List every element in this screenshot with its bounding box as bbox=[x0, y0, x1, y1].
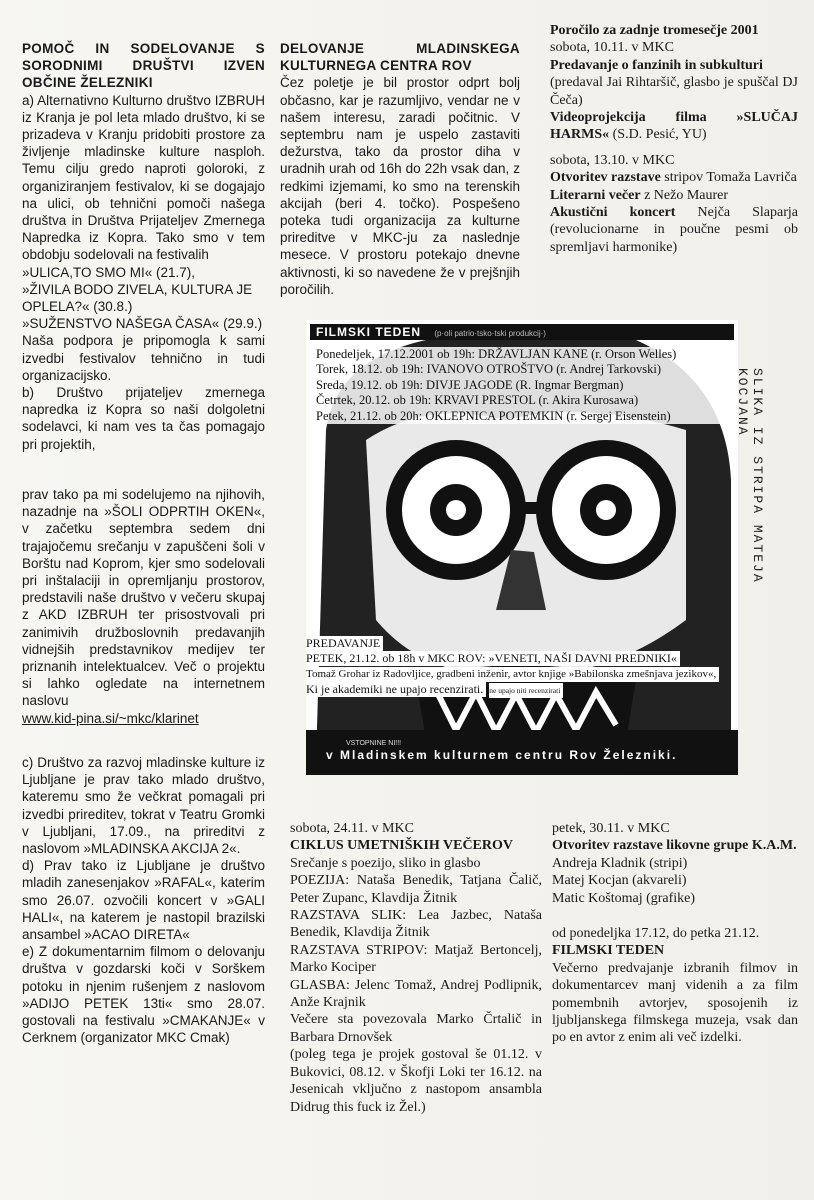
artist-1: Andreja Kladnik (stripi) bbox=[552, 855, 688, 871]
lecture-label: PREDAVANJE bbox=[306, 636, 383, 651]
artist-2: Matej Kocjan (akvareli) bbox=[552, 873, 687, 889]
bottom-right-column bbox=[552, 820, 798, 1047]
left-column bbox=[22, 40, 265, 453]
event-title-kam: Otvoritev razstave likovne grupe K.A.M. bbox=[552, 838, 797, 854]
event-line-paintings: RAZSTAVA SLIK: Lea Jazbec, Nataša Benedik, Klavdija Žitnik bbox=[290, 908, 542, 941]
report-title: Poročilo za zadnje tromesečje 2001 bbox=[550, 23, 759, 38]
lecture-line-1: PETEK, 21.12. ob 18h v MKC ROV: »VENETI, NAŠI DAVNI PREDNIKI« bbox=[306, 651, 680, 666]
middle-column bbox=[280, 40, 520, 298]
section-heading-mkc-rov: DELOVANJE MLADINSKEGA KULTURNEGA CENTRA ROV bbox=[280, 41, 520, 74]
artist-3: Matic Koštomaj (grafike) bbox=[552, 890, 696, 906]
festival-2: »ŽIVILA BODO ZIVELA, KULTURA JE OPLELA?« (30.8.) bbox=[22, 281, 253, 315]
paragraph-rafal: d) Prav tako iz Ljubljane je društvo mladih zanesenjakov »RAFAL«, katerim smo 26.07. ozvočili koncert v »GALI HALI«, na katerem je nastopil brazilski ansambel »ACAO DIRETA« bbox=[22, 858, 265, 943]
section-heading-cooperation: POMOČ IN SODELOVANJE S SORODNIMI DRUŠTVI IZVEN OBČINE ŽELEZNIKI bbox=[22, 41, 265, 91]
paragraph-ljubljana: c) Društvo za razvoj mladinske kulture iz Ljubljane je prav tako mlado društvo, kateremu smo že večkrat pomagali pri izvedbi prireditev, tokrat v Teatru Gromki v Ljubljani, 17.09., na prireditvi z naslovom »MLADINSKA AKCIJA 2«. bbox=[22, 755, 265, 857]
film-entry-5: Petek, 21.12. ob 20h: OKLEPNICA POTEMKIN (r. Sergej Eisenstein) bbox=[316, 408, 671, 423]
paragraph-summer: Čez poletje je bil prostor odprt bolj občasno, kar je razumljivo, vendar ne v našem interesu, zaradi počitnic. V septembru nam je uspelo zastaviti dežurstva, tako da prostor diha v uradnih urah od 16h do 22h vsak dan, z redkimi izjemami, ko smo na terenskih akcijah (beri 4. točko). Pospešeno poteka tudi organizacija za kulturne prireditve v MKC-ju za naslednje mesece. V prostoru potekajo dnevne aktivnosti, ki so navedene že v prejšnjih poročilih. bbox=[280, 75, 520, 297]
event-date-1: sobota, 10.11. v MKC bbox=[550, 40, 674, 56]
lecture-announcement bbox=[306, 636, 738, 698]
film-entry-4: Četrtek, 20.12. ob 19h: KRVAVI PRESTOL (r. Akira Kurosawa) bbox=[316, 393, 639, 408]
paragraph-documentary: e) Z dokumentarnim filmom o delovanju društva v gozdarski koči v Sorškem potoku in njenim rušenjem z naslovom »ADIJO PETEK 13ti« smo 28.07. gostovali na festivalu »CMAKANJE« v Cerknem (organizator MKC Cmak) bbox=[22, 944, 265, 1046]
event-title-literary: Literarni večer bbox=[550, 187, 641, 203]
poster-title: FILMSKI TEDEN bbox=[316, 325, 421, 339]
poster-footer-venue: v Mladinskem kulturnem centru Rov Železniki. bbox=[326, 748, 678, 762]
right-column bbox=[550, 22, 798, 256]
bottom-middle-column bbox=[290, 820, 542, 1116]
event-title-art-evenings: CIKLUS UMETNIŠKIH VEČEROV bbox=[290, 838, 514, 854]
event-title-exhibition: Otvoritev razstave bbox=[550, 170, 661, 186]
event-line-music: GLASBA: Jelenc Tomaž, Andrej Podlipnik, Anže Krajnik bbox=[290, 977, 542, 1011]
left-column-bottom bbox=[22, 754, 265, 1046]
film-entry-2: Torek, 18.12. ob 19h: IVANOVO OTROŠTVO (r. Andrej Tarkovski) bbox=[316, 362, 661, 377]
handwritten-caption: SLIKA IZ STRIPA MATEJA KOCJANA bbox=[735, 368, 765, 584]
festival-1: »ULICA,TO SMO MI« (21.7), bbox=[22, 264, 196, 280]
event-desc-exhibition: stripov Tomaža Lavriča bbox=[664, 170, 797, 186]
event-title-fanzine: Predavanje o fanzinih in subkulturi bbox=[550, 57, 763, 73]
film-week-description: Večerno predvajanje izbranih filmov in dokumentarcev manj videnih a za film pomembnih avtorjev, sposojenih iz ljubljanskega filmskega muzeja, vsak dan po en avtor z enim ali več izdelki. bbox=[552, 960, 798, 1046]
event-line-hosts: Večere sta povezovala Marko Črtalič in Barbara Drnovšek bbox=[290, 1012, 542, 1045]
event-title-concert: Akustični koncert bbox=[550, 205, 676, 221]
film-schedule bbox=[316, 347, 736, 424]
film-entry-3: Sreda, 19.12. ob 19h: DIVJE JAGODE (R. Ingmar Bergman) bbox=[316, 377, 624, 392]
event-line-1: Srečanje s poezijo, sliko in glasbo bbox=[290, 855, 481, 871]
event-line-comics: RAZSTAVA STRIPOV: Matjaž Bertoncelj, Marko Kociper bbox=[290, 942, 542, 976]
entry-free-note: VSTOPNINE NI!!! bbox=[346, 740, 402, 747]
poster-subtitle: (p·oli patrio·tsko·tski produkcij·) bbox=[434, 329, 546, 338]
lecture-line-2: Tomaž Grohar iz Radovljice, gradbeni inženir, avtor knjige »Babilonska zmešnjava jezikov«, bbox=[306, 667, 719, 682]
event-date-2: sobota, 13.10. v MKC bbox=[550, 152, 675, 168]
event-line-tour: (poleg tega je projek gostoval še 01.12. v Bukovici, 08.12. v Škofji Loki ter 16.12. na Jesenicah vključno z nastopom ansambla Didrug this fuck iz Žel.) bbox=[290, 1047, 542, 1115]
event-desc-literary: z Nežo Maurer bbox=[644, 187, 729, 203]
left-column-lower bbox=[22, 486, 265, 727]
paragraph-izbruh: a) Alternativno Kulturno društvo IZBRUH iz Kranja je pol leta mlado društvo, ki se prizadeva v Kranju pridobiti prostore za življenje mladinske kulture nasploh. Temu cilju gredo naproti goloroki, z organiziranjem festivalov, ki se dogajajo na ulici, ob tehnični pomoči našega društva in Društva Prijateljev Zmernega Napredka iz Kopra. Tako smo v tem obdobju sodelovali na festivalih bbox=[22, 92, 265, 263]
poster-header-bar bbox=[310, 324, 734, 340]
event-date-30-11: petek, 30.11. v MKC bbox=[552, 821, 670, 836]
event-title-video: Videoprojekcija filma »SLUČAJ HARMS« bbox=[550, 110, 798, 143]
paragraph-support: Naša podpora je pripomogla k sami izvedbi festivalov tehnično in tudi organizacijsko. bbox=[22, 333, 265, 383]
paragraph-open-windows: prav tako pa mi sodelujemo na njihovih, nazadnje na »ŠOLI ODPRTIH OKEN«, v začetku septembra sedem dni trajajočemu srečanju v zapuščeni šoli v Borštu nad Koprom, kjer smo sodelovali pri inštalaciji in opremljanju prostorov, predstavili naše društvo v večeru skupaj z AKD IZBRUH ter prisostvovali pri zanimivih družboslovnih predavanjih vidnejših predstavnikov medijev ter priznanih intelektualcev. Več o projektu si lahko ogledate na internetnem naslovu bbox=[22, 487, 265, 709]
film-entry-1: Ponedeljek, 17.12.2001 ob 19h: DRŽAVLJAN KANE (r. Orson Welles) bbox=[316, 347, 677, 361]
event-desc-concert: Nejča Slaparja (revolucionarne in poučne pesmi ob spremljavi harmonike) bbox=[550, 205, 799, 255]
event-desc-fanzine: (predaval Jai Rihtaršič, glasbo je spuščal DJ Čeča) bbox=[550, 75, 798, 108]
lecture-note: ne upajo niti recenzirati bbox=[489, 683, 563, 698]
film-week-poster bbox=[306, 320, 738, 775]
film-week-dates: od ponedeljka 17.12, do petka 21.12. bbox=[552, 926, 760, 942]
festival-3: »SUŽENSTVO NAŠEGA ČASA« (29.9.) bbox=[22, 316, 263, 332]
film-week-title: FILMSKI TEDEN bbox=[552, 943, 665, 959]
event-date-24-11: sobota, 24.11. v MKC bbox=[290, 821, 414, 836]
paragraph-koper: b) Društvo prijateljev zmernega napredka iz Kopra so naši dolgoletni sodelavci, ki nam ves ta čas pomagajo pri projektih, bbox=[22, 385, 265, 452]
event-desc-video: (S.D. Pesić, YU) bbox=[612, 127, 707, 143]
website-link[interactable]: www.kid-pina.si/~mkc/klarinet bbox=[22, 710, 199, 726]
lecture-line-3: Ki je akademiki ne upajo recenzirati. bbox=[306, 682, 486, 697]
event-line-poetry: POEZIJA: Nataša Benedik, Tatjana Čalič, Peter Zupanc, Klavdija Žitnik bbox=[290, 873, 542, 906]
